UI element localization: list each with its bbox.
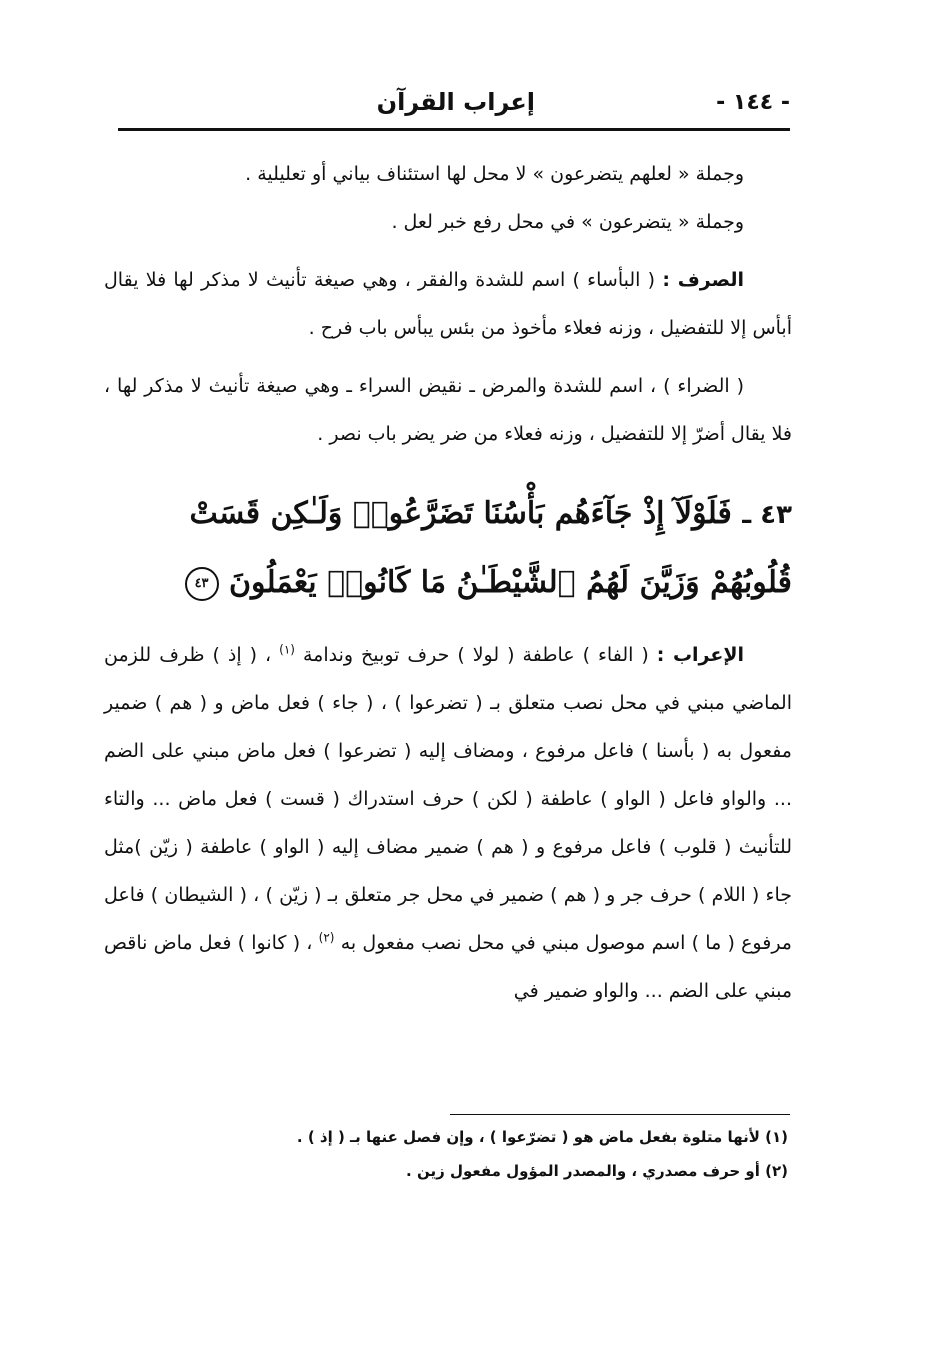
header-rule — [118, 128, 790, 131]
quran-verse — [104, 480, 792, 617]
irab-text-1: ( الفاء ) عاطفة ( لولا ) حرف توبيخ وندامة — [302, 644, 657, 666]
page-number: - ١٤٤ - — [716, 90, 790, 115]
sentence-note-2: وجملة « يتضرعون » في محل رفع خبر لعل . — [391, 211, 744, 233]
irab-paragraph — [104, 631, 792, 1015]
footnote-1: (١) لأنها متلوة بفعل ماض هو ( تضرّعوا ) ، وإن فصل عنها بـ ( إذ ) . — [296, 1128, 788, 1146]
footnotes — [240, 1120, 788, 1188]
verse-end-marker: ٤٣ — [185, 567, 219, 601]
footnote-ref-2: (٢) — [318, 930, 335, 945]
verse-number: ٤٣ ـ — [742, 500, 792, 530]
footnote-rule — [450, 1114, 790, 1115]
main-text — [104, 150, 792, 1015]
sarf-label: الصرف : — [662, 269, 744, 291]
footnote-2: (٢) أو حرف مصدري ، والمصدر المؤول مفعول زين . — [406, 1162, 788, 1180]
irab-text-3: ، ( كانوا ) فعل ماض ناقص مبني على الضم ... والواو ضمير في — [104, 932, 792, 1002]
verse-text: فَلَوْلَآ إِذْ جَآءَهُم بَأْسُنَا تَضَرَّعُوا۟ وَلَـٰكِن قَسَتْ قُلُوبُهُمْ وَزَيَّنَ لَهُمُ ٱلشَّيْطَـٰنُ مَا كَانُوا۟ يَعْمَلُونَ — [189, 496, 792, 600]
running-title: إعراب القرآن — [376, 88, 535, 116]
page-header — [118, 84, 790, 124]
irab-label: الإعراب : — [656, 644, 745, 666]
sarf-paragraph — [104, 256, 792, 352]
dharraa-paragraph: ( الضراء ) ، اسم للشدة والمرض ـ نقيض السراء ـ وهي صيغة تأنيث لا مذكر لها ، فلا يقال أضرّ إلا للتفضيل ، وزنه فعلاء من ضر يضر باب نصر . — [104, 375, 792, 445]
footnote-ref-1: (١) — [279, 642, 295, 657]
sentence-note-1: وجملة « لعلهم يتضرعون » لا محل لها استئناف بياني أو تعليلية . — [245, 163, 744, 185]
sarf-text: ( البأساء ) اسم للشدة والفقر ، وهي صيغة تأنيث لا مذكر لها فلا يقال أبأس إلا للتفضيل ، وزنه فعلاء مأخوذ من بئس يبأس باب فرح . — [104, 269, 792, 339]
irab-text-2: ، ( إذ ) ظرف للزمن الماضي مبني في محل نصب متعلق بـ ( تضرعوا ) ، ( جاء ) فعل ماض و ( هم ) ضمير مفعول به ( بأسنا ) فاعل مرفوع ، ومضاف إليه ( تضرعوا ) فعل ماض مبني على الضم ... والواو فاعل ( الواو ) عاطفة ( لكن ) حرف استدراك ( قست ) فعل ماض ... والتاء للتأنيث ( قلوب ) فاعل مرفوع و ( هم ) ضمير مضاف إليه ( الواو ) عاطفة ( زيّن )مثل جاء ( اللام ) حرف جر و ( هم ) ضمير في محل جر متعلق بـ ( زيّن ) ، ( الشيطان ) فاعل مرفوع ( ما ) اسم موصول مبني في محل نصب مفعول به — [104, 644, 792, 954]
